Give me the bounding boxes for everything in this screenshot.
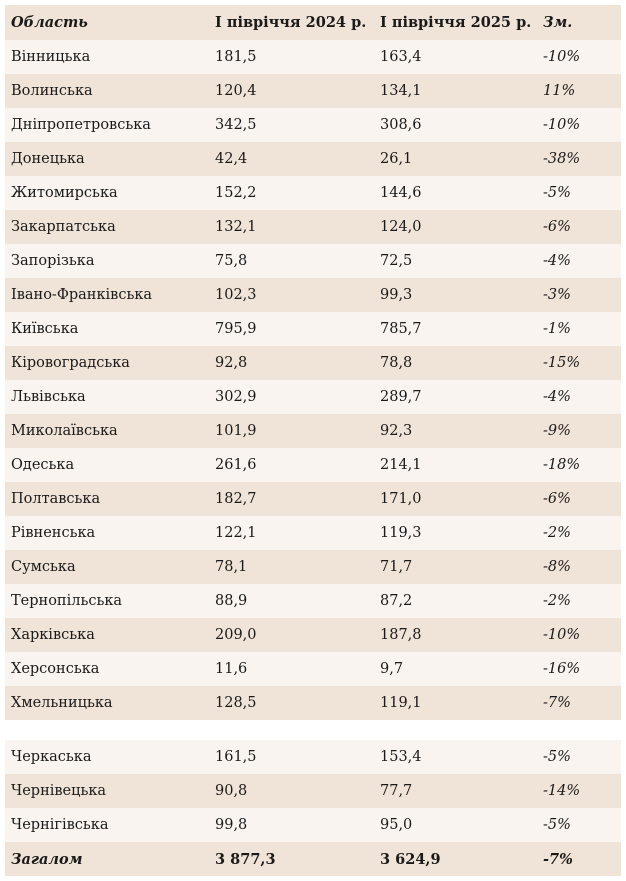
table-total-row xyxy=(5,842,621,876)
cell-2024: 302,9 xyxy=(215,389,257,405)
cell-change: -3% xyxy=(543,287,571,303)
cell-change: -4% xyxy=(543,253,571,269)
cell-2025: 95,0 xyxy=(380,817,413,833)
cell-change: -16% xyxy=(543,661,581,677)
cell-2025: 87,2 xyxy=(380,593,413,609)
cell-change: -2% xyxy=(543,525,571,541)
cell-2025: 78,8 xyxy=(380,355,413,371)
cell-2025: 163,4 xyxy=(380,49,422,65)
cell-change: -6% xyxy=(543,219,571,235)
cell-2024: 209,0 xyxy=(215,627,257,643)
header-h1-2025: I півріччя 2025 р. xyxy=(380,14,532,31)
table-row xyxy=(5,74,621,108)
cell-region: Тернопільська xyxy=(11,593,123,609)
table-row xyxy=(5,312,621,346)
cell-2025: 289,7 xyxy=(380,389,422,405)
cell-2024: 161,5 xyxy=(215,749,257,765)
table-row xyxy=(5,808,621,842)
cell-2025: 26,1 xyxy=(380,151,413,167)
cell-2025: 72,5 xyxy=(380,253,413,269)
table-row xyxy=(5,774,621,808)
table-row xyxy=(5,550,621,584)
cell-2025: 92,3 xyxy=(380,423,413,439)
cell-2024: 88,9 xyxy=(215,593,248,609)
cell-2024: 182,7 xyxy=(215,491,257,507)
cell-change: -5% xyxy=(543,749,571,765)
cell-region: Харківська xyxy=(11,627,95,643)
table-row xyxy=(5,652,621,686)
cell-2024: 42,4 xyxy=(215,151,248,167)
table-row xyxy=(5,482,621,516)
table-body-main xyxy=(5,40,621,720)
table-row xyxy=(5,686,621,720)
cell-2025: 171,0 xyxy=(380,491,422,507)
cell-change: -10% xyxy=(543,117,581,133)
cell-2024: 120,4 xyxy=(215,83,257,99)
cell-region: Одеська xyxy=(11,457,75,473)
cell-region: Сумська xyxy=(11,559,76,575)
cell-change: -5% xyxy=(543,185,571,201)
cell-region: Херсонська xyxy=(11,661,100,677)
cell-2024: 132,1 xyxy=(215,219,257,235)
cell-region: Волинська xyxy=(11,83,93,99)
cell-2024: 102,3 xyxy=(215,287,257,303)
table-row xyxy=(5,40,621,74)
total-2025: 3 624,9 xyxy=(380,850,441,868)
cell-region: Хмельницька xyxy=(11,695,113,711)
cell-region: Київська xyxy=(11,321,79,337)
cell-region: Донецька xyxy=(11,151,85,167)
table-row xyxy=(5,618,621,652)
cell-change: -10% xyxy=(543,627,581,643)
table-row xyxy=(5,448,621,482)
cell-change: -2% xyxy=(543,593,571,609)
table-row xyxy=(5,380,621,414)
cell-2024: 92,8 xyxy=(215,355,248,371)
total-change: -7% xyxy=(543,850,573,868)
cell-region: Запорізька xyxy=(11,253,95,269)
cell-2024: 99,8 xyxy=(215,817,248,833)
cell-2024: 152,2 xyxy=(215,185,257,201)
cell-2025: 9,7 xyxy=(380,661,404,677)
cell-region: Кіровоградська xyxy=(11,355,130,371)
cell-2024: 101,9 xyxy=(215,423,257,439)
table-row xyxy=(5,516,621,550)
cell-region: Чернігівська xyxy=(11,817,109,833)
cell-change: -14% xyxy=(543,783,581,799)
cell-2024: 122,1 xyxy=(215,525,257,541)
table-row xyxy=(5,346,621,380)
cell-2025: 119,1 xyxy=(380,695,422,711)
cell-2024: 181,5 xyxy=(215,49,257,65)
cell-change: -5% xyxy=(543,817,571,833)
cell-change: -18% xyxy=(543,457,581,473)
cell-change: -1% xyxy=(543,321,571,337)
total-2024: 3 877,3 xyxy=(215,850,276,868)
header-h1-2024: I півріччя 2024 р. xyxy=(215,14,367,31)
table-row xyxy=(5,210,621,244)
cell-region: Полтавська xyxy=(11,491,101,507)
cell-2024: 78,1 xyxy=(215,559,248,575)
cell-2025: 308,6 xyxy=(380,117,422,133)
cell-2025: 119,3 xyxy=(380,525,422,541)
cell-2025: 153,4 xyxy=(380,749,422,765)
table-row xyxy=(5,176,621,210)
cell-2025: 785,7 xyxy=(380,321,422,337)
cell-2025: 71,7 xyxy=(380,559,413,575)
cell-change: -38% xyxy=(543,151,581,167)
cell-2024: 342,5 xyxy=(215,117,257,133)
cell-region: Житомирська xyxy=(11,185,118,201)
cell-region: Миколаївська xyxy=(11,423,118,439)
cell-change: -6% xyxy=(543,491,571,507)
cell-change: -7% xyxy=(543,695,571,711)
cell-2025: 187,8 xyxy=(380,627,422,643)
cell-region: Чернівецька xyxy=(11,783,107,799)
table-gap xyxy=(5,720,621,740)
cell-region: Черкаська xyxy=(11,749,92,765)
cell-region: Вінницька xyxy=(11,49,91,65)
cell-2024: 128,5 xyxy=(215,695,257,711)
table-row xyxy=(5,278,621,312)
cell-change: 11% xyxy=(543,83,576,99)
cell-change: -4% xyxy=(543,389,571,405)
cell-2024: 795,9 xyxy=(215,321,257,337)
cell-region: Львівська xyxy=(11,389,86,405)
cell-2025: 77,7 xyxy=(380,783,413,799)
cell-change: -8% xyxy=(543,559,571,575)
cell-region: Дніпропетровська xyxy=(11,117,151,133)
cell-2024: 11,6 xyxy=(215,661,248,677)
cell-2024: 90,8 xyxy=(215,783,248,799)
table-header xyxy=(5,5,621,40)
cell-2024: 261,6 xyxy=(215,457,257,473)
cell-2025: 99,3 xyxy=(380,287,413,303)
header-region: Область xyxy=(11,14,88,31)
table-row xyxy=(5,414,621,448)
regions-table xyxy=(5,5,621,876)
cell-2025: 124,0 xyxy=(380,219,422,235)
table-row xyxy=(5,584,621,618)
cell-region: Івано-Франківська xyxy=(11,287,153,303)
cell-2025: 134,1 xyxy=(380,83,422,99)
table-row xyxy=(5,142,621,176)
cell-region: Закарпатська xyxy=(11,219,116,235)
cell-change: -9% xyxy=(543,423,571,439)
table-row xyxy=(5,244,621,278)
cell-region: Рівненська xyxy=(11,525,96,541)
table-row xyxy=(5,108,621,142)
cell-change: -10% xyxy=(543,49,581,65)
cell-2025: 144,6 xyxy=(380,185,422,201)
cell-2025: 214,1 xyxy=(380,457,422,473)
cell-2024: 75,8 xyxy=(215,253,248,269)
table-body-continued xyxy=(5,740,621,842)
cell-change: -15% xyxy=(543,355,581,371)
table-row xyxy=(5,740,621,774)
total-label: Загалом xyxy=(11,850,83,868)
header-change: Зм. xyxy=(543,14,573,31)
